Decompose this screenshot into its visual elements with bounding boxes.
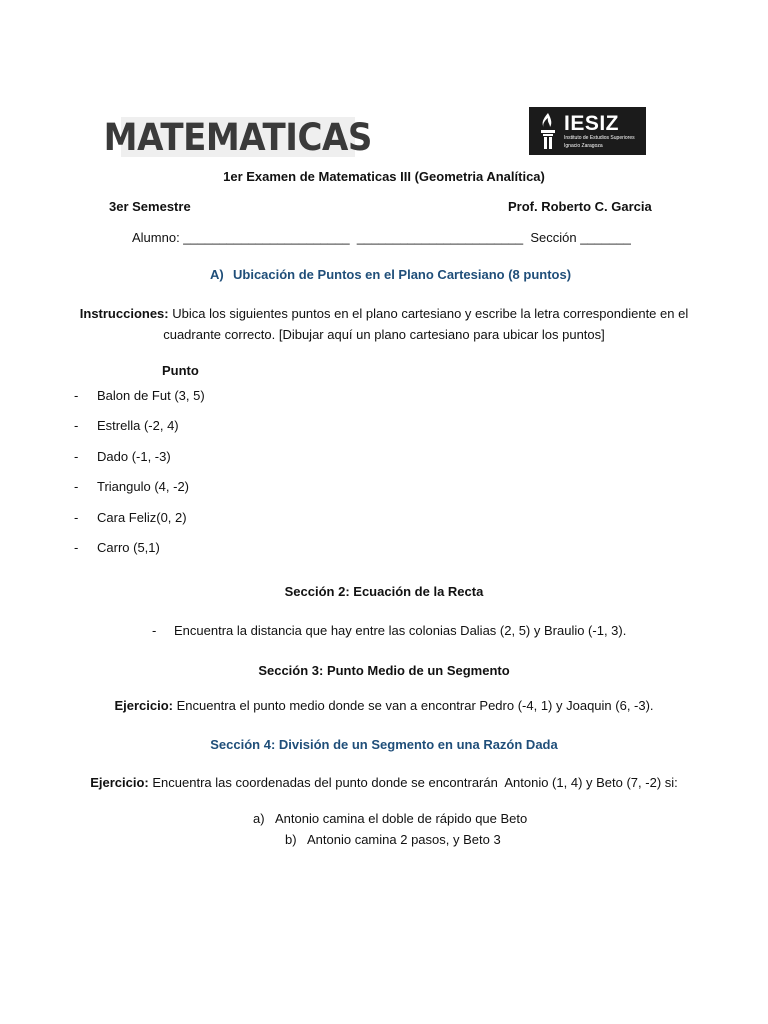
option-letter: a) [253,811,265,826]
torch-emblem-icon [535,111,561,151]
matematicas-logo [103,115,373,159]
points-column-header: Punto [162,363,199,378]
exercise-label: Ejercicio: [90,775,149,790]
exercise-text: Encuentra el punto medio donde se van a encontrar Pedro (-4, 1) y Joaquin (6, -3). [172,698,654,713]
option-letter: b) [285,832,297,847]
section-3-title: Sección 3: Punto Medio de un Segmento [258,663,510,678]
list-item: Estrella (-2, 4) [97,418,179,433]
semester-label: 3er Semestre [109,199,191,214]
exercise-text: Encuentra las coordenadas del punto donde se encontrarán Antonio (1, 4) y Beto (7, -2) si: [148,775,678,790]
list-bullet: - [74,449,79,464]
section-a-title: Ubicación de Puntos en el Plano Cartesiano (8 puntos) [233,267,572,282]
list-item: Carro (5,1) [97,540,160,555]
list-item: Cara Feliz(0, 2) [97,510,187,525]
section-3-exercise [0,698,768,713]
option-text: Antonio camina 2 pasos, y Beto 3 [307,832,501,847]
iesiz-logo [529,107,646,155]
iesiz-logo-subtitle-1: Instituto de Estudios Superiores [564,135,635,141]
section-a-number: A) [210,267,224,282]
iesiz-logo-name: IESIZ [564,112,620,135]
matematicas-logo-text: MATEMATICAS [103,115,373,159]
exercise-label: Ejercicio: [114,698,173,713]
option-text: Antonio camina el doble de rápido que Beto [275,811,528,826]
list-bullet: - [74,388,79,403]
professor-label: Prof. Roberto C. Garcia [508,199,652,214]
list-item: Triangulo (4, -2) [97,479,189,494]
section-2-bullet: - [152,623,157,638]
exam-title: 1er Examen de Matematicas III (Geometria Analítica) [223,169,545,184]
section-a-instructions-line2: cuadrante correcto. [Dibujar aquí un plano cartesiano para ubicar los puntos] [163,327,605,342]
iesiz-logo-subtitle-2: Ignacio Zaragoza [564,142,603,149]
section-a-instructions-line1 [0,306,768,321]
list-bullet: - [74,540,79,555]
list-bullet: - [74,510,79,525]
list-item: Balon de Fut (3, 5) [97,388,205,403]
instructions-label: Instrucciones: [79,306,169,321]
list-bullet: - [74,418,79,433]
list-bullet: - [74,479,79,494]
list-item: Dado (-1, -3) [97,449,171,464]
section-4-exercise [0,775,768,790]
instructions-text-1: Ubica los siguientes puntos en el plano cartesiano y escribe la letra correspondiente en el [168,306,689,321]
section-2-title: Sección 2: Ecuación de la Recta [284,584,484,599]
student-name-line: Alumno: _______________________ _______________________ Sección _______ [132,230,631,245]
section-2-item: Encuentra la distancia que hay entre las colonias Dalias (2, 5) y Braulio (-1, 3). [174,623,627,638]
section-4-title: Sección 4: División de un Segmento en una Razón Dada [210,737,558,752]
